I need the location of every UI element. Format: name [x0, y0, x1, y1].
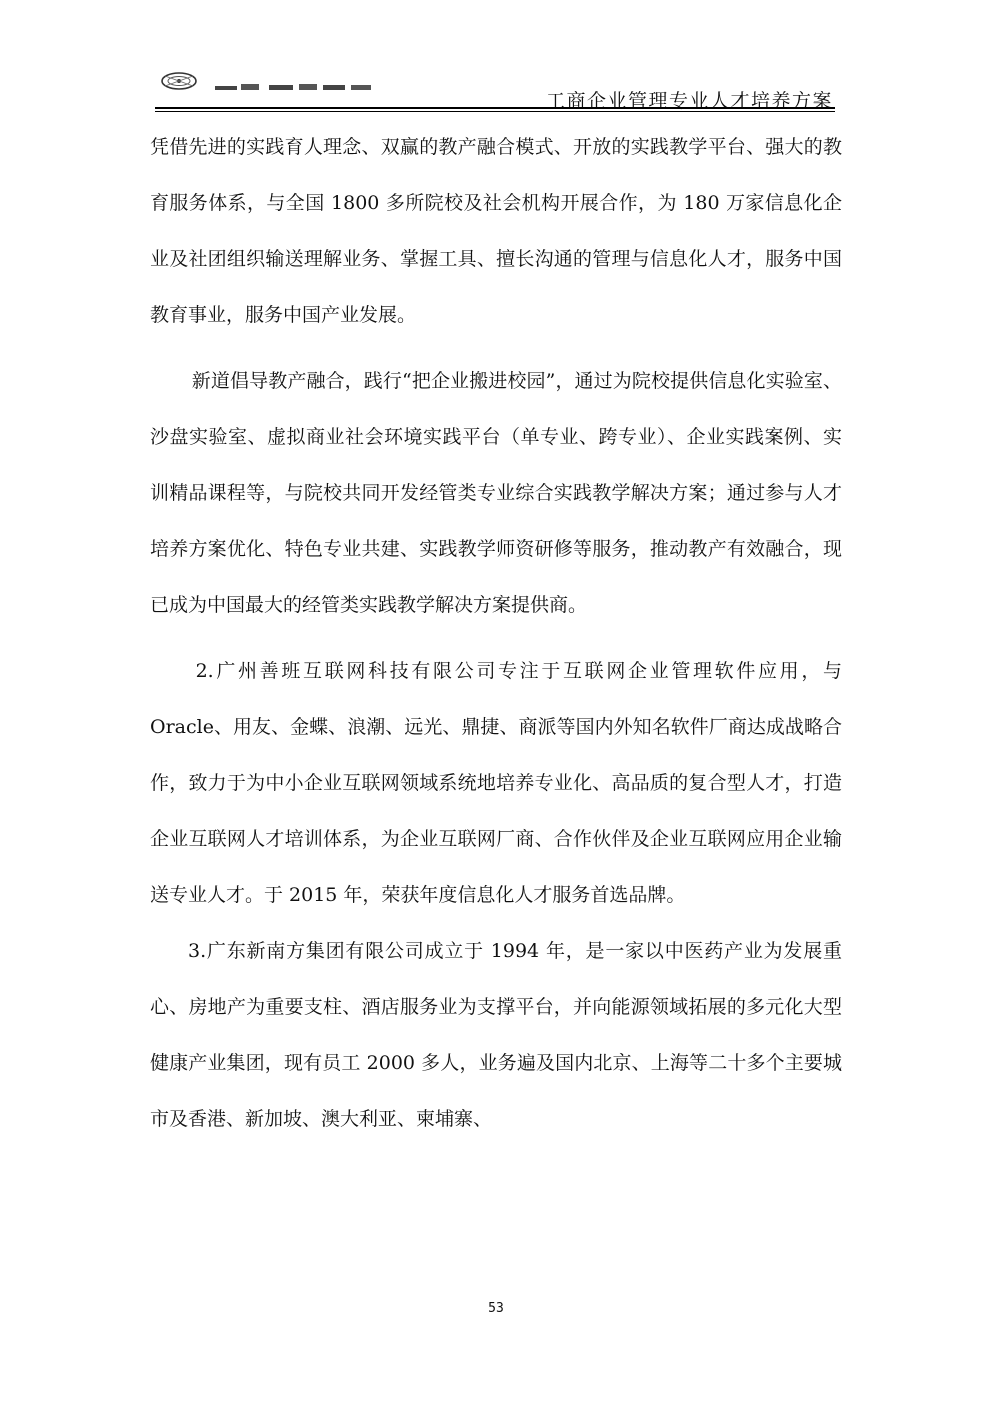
page-number: 53 [488, 1301, 504, 1316]
paragraph-2: 新道倡导教产融合，践行“把企业搬进校园”，通过为院校提供信息化实验室、沙盘实验室、虚拟商业社会环境实践平台（单专业、跨专业）、企业实践案例、实训精品课程等，与院校共同开发经管类专业综合实践教学解决方案；通过参与人才培养方案优化、特色专业共建、实践教学师资研修等服务，推动教产有效融合，现已成为中国最大的经管类实践教学解决方案提供商。 [150, 370, 842, 616]
header-title: 工商企业管理专业人才培养方案 [545, 90, 833, 112]
paragraph-3: 2.广州善班互联网科技有限公司专注于互联网企业管理软件应用，与 Oracle、用友、金蝶、浪潮、远光、鼎捷、商派等国内外知名软件厂商达成战略合作，致力于为中小企业互联网领域系统地培养专业化、高品质的复合型人才，打造企业互联网人才培训体系，为企业互联网厂商、合作伙伴及企业互联网应用企业输送专业人才。于 2015 年，荣获年度信息化人才服务首选品牌。 [150, 660, 842, 906]
page-header [155, 66, 835, 112]
header-rule-thin [155, 111, 835, 112]
header-rule [155, 107, 835, 109]
paragraph-4: 3.广东新南方集团有限公司成立于 1994 年，是一家以中医药产业为发展重心、房地产为重要支柱、酒店服务业为支撑平台，并向能源领域拓展的多元化大型健康产业集团，现有员工 2000 多人，业务遍及国内北京、上海等二十多个主要城市及香港、新加坡、澳大利亚、柬埔寨、 [150, 940, 842, 1130]
organisation-logo [157, 70, 387, 104]
body-text [150, 119, 842, 1147]
paragraph-1: 凭借先进的实践育人理念、双赢的教产融合模式、开放的实践教学平台、强大的教育服务体系，与全国 1800 多所院校及社会机构开展合作，为 180 万家信息化企业及社团组织输送理解业务、掌握工具、擅长沟通的管理与信息化人才，服务中国教育事业，服务中国产业发展。 [150, 136, 842, 326]
